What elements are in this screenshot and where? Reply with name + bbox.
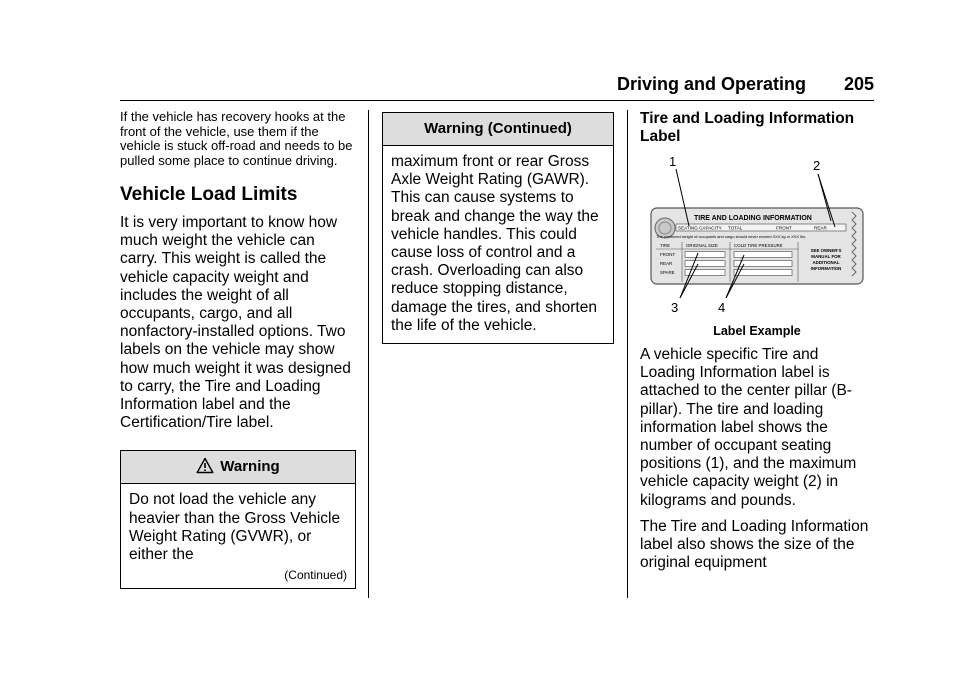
front-label: FRONT: [776, 225, 792, 231]
chapter-title: Driving and Operating: [616, 74, 806, 94]
rear-label: REAR: [814, 225, 827, 231]
page-header: [120, 70, 874, 101]
warning-box: [120, 450, 356, 589]
column-divider: [368, 110, 369, 598]
warning-continued-header: Warning (Continued): [383, 113, 613, 146]
cold-tire-pressure-header: COLD TIRE PRESSURE: [734, 243, 783, 248]
column-divider: [627, 110, 628, 598]
row-front-label: FRONT: [660, 252, 676, 257]
callout-2: 2: [813, 158, 821, 173]
total-label: TOTAL: [728, 225, 743, 231]
tire-label-paragraph-1: A vehicle specific Tire and Loading Information label is attached to the center pillar (B-pillar). The tire and loading information label shows the number of occupant seating positions (1), and the maximum vehicle capacity weight (2) in kilograms and pounds.: [640, 346, 857, 509]
continued-note: (Continued): [284, 568, 347, 583]
row-spare-label: SPARE: [660, 270, 675, 275]
tire-label-figure: [640, 152, 874, 322]
load-limits-paragraph: It is very important to know how much weight the vehicle can carry. This weight is called the vehicle capacity weight and includes the weight of all occupants, cargo, and all nonfactory-installed options. Two labels on the vehicle may show how much weight it was designed to carry, the Tire and Loading Information label and the Certification/Tire label.: [120, 214, 351, 432]
tire-label-paragraph-2: The Tire and Loading Information label also shows the size of the original equipment: [640, 517, 869, 572]
owners-manual-note-line3: ADDITIONAL: [812, 260, 840, 265]
label-title: TIRE AND LOADING INFORMATION: [694, 215, 812, 222]
combined-weight-text: The combined weight of occupants and cargo should never exceed XXX kg or XXX lbs.: [656, 234, 807, 239]
warning-triangle-icon: [196, 457, 214, 474]
original-size-header: ORIGINAL SIZE: [686, 243, 718, 248]
column-right: [640, 110, 874, 580]
callout-3: 3: [671, 300, 679, 315]
column-middle: [382, 110, 614, 344]
size-field-rear: [685, 261, 725, 267]
tire-column-header: TIRE: [660, 243, 671, 248]
recovery-hooks-paragraph: If the vehicle has recovery hooks at the front of the vehicle, use them if the vehicle is stuck off-road and needs to be pulled some place to continue driving.: [120, 109, 353, 168]
row-rear-label: REAR: [660, 261, 673, 266]
warning-body: [121, 484, 355, 588]
owners-manual-note-line2: MANUAL FOR: [811, 254, 841, 259]
warning-text: Do not load the vehicle any heavier than the Gross Vehicle Weight Rating (GVWR), or either the: [129, 491, 341, 564]
callout-4: 4: [718, 300, 726, 315]
section-heading-vehicle-load-limits: Vehicle Load Limits: [120, 184, 298, 205]
pressure-field-spare: [734, 270, 792, 276]
warning-continued-body: maximum front or rear Gross Axle Weight Rating (GAWR). This can cause systems to break and change the way the vehicle handles. This could cause loss of control and a crash. Overloading can also reduce stopping distance, damage the tires, and shorten the life of the vehicle.: [391, 153, 599, 334]
pressure-field-front: [734, 252, 792, 258]
figure-caption: Label Example: [713, 324, 801, 338]
callout-1: 1: [669, 154, 677, 169]
column-left: [120, 110, 356, 589]
tire-loading-label-illustration: [640, 152, 874, 322]
owners-manual-note-line4: INFORMATION: [810, 266, 842, 271]
warning-header: [121, 451, 355, 484]
seating-capacity-label: SEATING CAPACITY: [678, 225, 722, 231]
page-number: 205: [843, 74, 874, 94]
warning-box-continued: [382, 112, 614, 344]
tire-label-heading: Tire and Loading Information Label: [640, 110, 855, 145]
size-field-front: [685, 252, 725, 258]
warning-title: Warning: [220, 458, 280, 476]
owners-manual-note-line1: SEE OWNER'S: [810, 248, 842, 253]
